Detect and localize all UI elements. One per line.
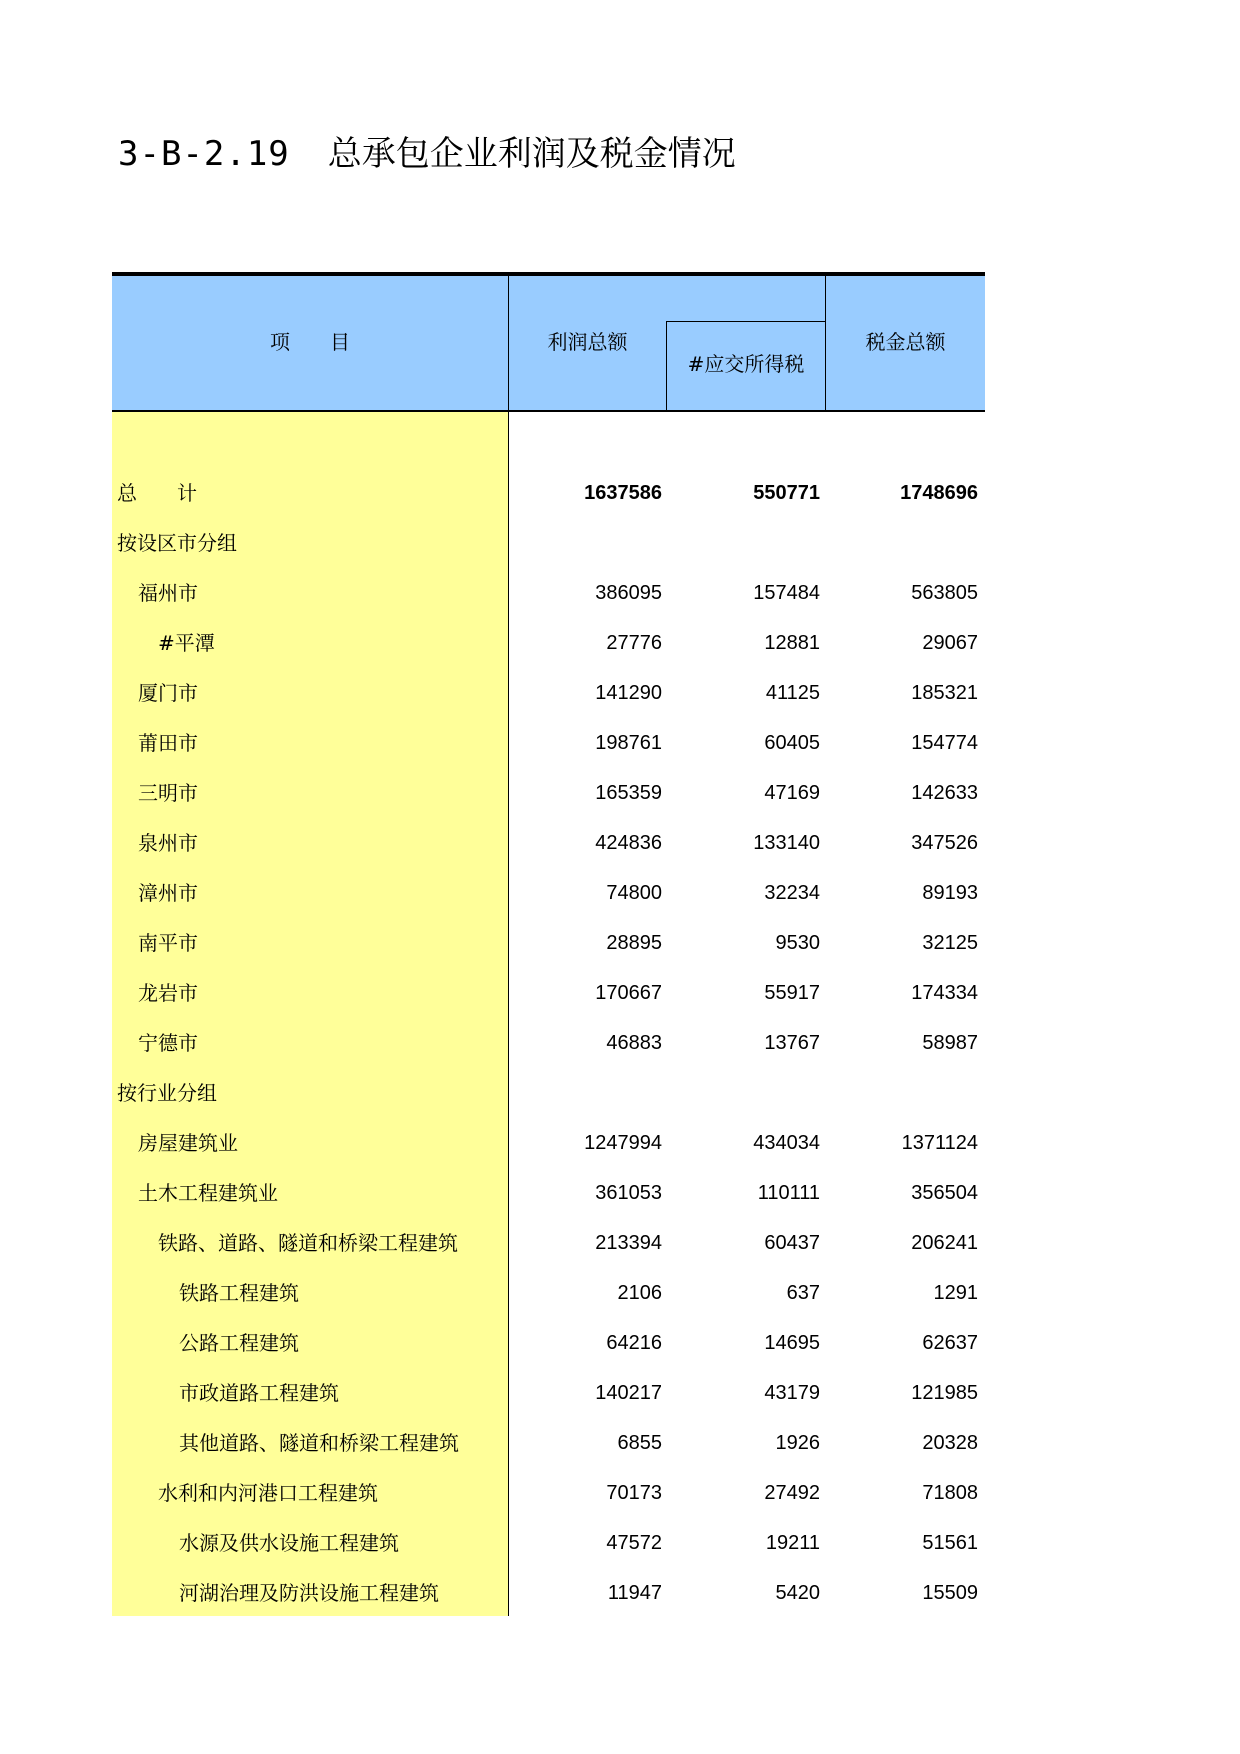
cell-tax-total: 347526 <box>911 832 978 854</box>
cell-income-tax: 550771 <box>753 482 820 504</box>
cell-tax-total: 29067 <box>922 632 978 654</box>
cell-profit: 165359 <box>595 782 662 804</box>
table-row <box>112 1218 985 1268</box>
cell-tax-total: 20328 <box>922 1432 978 1454</box>
cell-income-tax: 9530 <box>775 932 820 954</box>
row-label: 按设区市分组 <box>117 531 237 555</box>
cell-tax-total: 89193 <box>922 882 978 904</box>
row-label: 总 计 <box>117 481 197 505</box>
cell-profit: 386095 <box>595 582 662 604</box>
cell-tax-total: 32125 <box>922 932 978 954</box>
table-row <box>112 1268 985 1318</box>
cell-tax-total: 15509 <box>922 1582 978 1604</box>
cell-tax-total: 563805 <box>911 582 978 604</box>
table-row <box>112 618 985 668</box>
header-item: 项 目 <box>270 330 350 354</box>
row-label: 莆田市 <box>138 731 198 755</box>
cell-income-tax: 60437 <box>764 1232 820 1254</box>
row-label: 宁德市 <box>138 1031 198 1055</box>
cell-profit: 140217 <box>595 1382 662 1404</box>
row-label: 市政道路工程建筑 <box>179 1381 339 1405</box>
cell-tax-total: 51561 <box>922 1532 978 1554</box>
table-code: 3-B-2.19 <box>118 134 290 174</box>
table-row <box>112 968 985 1018</box>
cell-profit: 361053 <box>595 1182 662 1204</box>
data-table <box>112 272 985 1605</box>
cell-income-tax: 47169 <box>764 782 820 804</box>
cell-profit: 64216 <box>606 1332 662 1354</box>
cell-income-tax: 13767 <box>764 1032 820 1054</box>
cell-profit: 47572 <box>606 1532 662 1554</box>
cell-tax-total: 71808 <box>922 1482 978 1504</box>
row-label: 福州市 <box>138 581 198 605</box>
table-row <box>112 1018 985 1068</box>
cell-profit: 141290 <box>595 682 662 704</box>
cell-income-tax: 32234 <box>764 882 820 904</box>
row-label: 公路工程建筑 <box>179 1331 299 1355</box>
row-label: 厦门市 <box>138 681 198 705</box>
cell-profit: 70173 <box>606 1482 662 1504</box>
table-row <box>112 868 985 918</box>
row-label: 按行业分组 <box>117 1081 217 1105</box>
table-row <box>112 1468 985 1518</box>
cell-profit: 74800 <box>606 882 662 904</box>
header-profit: 利润总额 <box>547 330 628 354</box>
cell-income-tax: 43179 <box>764 1382 820 1404</box>
cell-income-tax: 434034 <box>753 1132 820 1154</box>
cell-tax-total: 58987 <box>922 1032 978 1054</box>
table-row <box>112 918 985 968</box>
row-label: 河湖治理及防洪设施工程建筑 <box>179 1581 439 1605</box>
cell-profit: 213394 <box>595 1232 662 1254</box>
table-row <box>112 1368 985 1418</box>
cell-profit: 6855 <box>617 1432 662 1454</box>
table-row <box>112 1168 985 1218</box>
cell-income-tax: 60405 <box>764 732 820 754</box>
page-title <box>118 126 736 175</box>
cell-income-tax: 133140 <box>753 832 820 854</box>
cell-income-tax: 157484 <box>753 582 820 604</box>
table-row <box>112 668 985 718</box>
table-row <box>112 1418 985 1468</box>
header-tax-total: 税金总额 <box>865 330 946 354</box>
table-row <box>112 718 985 768</box>
table-row <box>112 468 985 518</box>
cell-income-tax: 27492 <box>764 1482 820 1504</box>
row-label: 铁路工程建筑 <box>179 1281 299 1305</box>
table-row <box>112 768 985 818</box>
table-header <box>112 272 985 412</box>
cell-income-tax: 12881 <box>764 632 820 654</box>
cell-profit: 170667 <box>595 982 662 1004</box>
table-row <box>112 818 985 868</box>
row-label: 三明市 <box>138 781 198 805</box>
row-label: 龙岩市 <box>138 981 198 1005</box>
row-label: #平潭 <box>158 631 215 655</box>
cell-tax-total: 62637 <box>922 1332 978 1354</box>
cell-profit: 424836 <box>595 832 662 854</box>
cell-tax-total: 206241 <box>911 1232 978 1254</box>
row-label: 水利和内河港口工程建筑 <box>158 1481 378 1505</box>
cell-tax-total: 121985 <box>911 1382 978 1404</box>
table-row <box>112 568 985 618</box>
row-label: 泉州市 <box>138 831 198 855</box>
row-label: 水源及供水设施工程建筑 <box>179 1531 399 1555</box>
row-label: 南平市 <box>138 931 198 955</box>
cell-tax-total: 1748696 <box>900 482 978 504</box>
cell-tax-total: 1371124 <box>901 1132 978 1154</box>
cell-income-tax: 1926 <box>775 1432 820 1454</box>
row-label: 房屋建筑业 <box>138 1131 238 1155</box>
cell-profit: 11947 <box>607 1582 662 1604</box>
table-row <box>112 518 985 568</box>
cell-profit: 46883 <box>606 1032 662 1054</box>
row-label: 土木工程建筑业 <box>138 1181 278 1205</box>
cell-income-tax: 19211 <box>765 1532 820 1554</box>
cell-tax-total: 142633 <box>911 782 978 804</box>
row-label: 其他道路、隧道和桥梁工程建筑 <box>179 1431 459 1455</box>
cell-income-tax: 110111 <box>757 1182 820 1204</box>
table-row <box>112 1518 985 1568</box>
cell-income-tax: 5420 <box>775 1582 820 1604</box>
cell-profit: 1247994 <box>584 1132 662 1154</box>
table-row <box>112 1068 985 1118</box>
table-row <box>112 1568 985 1618</box>
cell-tax-total: 185321 <box>911 682 978 704</box>
cell-income-tax: 55917 <box>764 982 820 1004</box>
cell-tax-total: 1291 <box>933 1282 978 1304</box>
table-title: 总承包企业利润及税金情况 <box>327 134 736 174</box>
row-label: 铁路、道路、隧道和桥梁工程建筑 <box>158 1231 458 1255</box>
cell-profit: 2106 <box>617 1282 662 1304</box>
cell-profit: 1637586 <box>584 482 662 504</box>
cell-profit: 28895 <box>606 932 662 954</box>
header-income-tax: #应交所得税 <box>687 352 805 376</box>
cell-income-tax: 637 <box>786 1282 820 1304</box>
cell-tax-total: 356504 <box>911 1182 978 1204</box>
cell-tax-total: 154774 <box>911 732 978 754</box>
cell-profit: 27776 <box>606 632 662 654</box>
cell-income-tax: 14695 <box>764 1332 820 1354</box>
table-row <box>112 1318 985 1368</box>
table-row <box>112 1118 985 1168</box>
cell-profit: 198761 <box>595 732 662 754</box>
cell-tax-total: 174334 <box>911 982 978 1004</box>
cell-income-tax: 41125 <box>765 682 820 704</box>
row-label: 漳州市 <box>138 881 198 905</box>
